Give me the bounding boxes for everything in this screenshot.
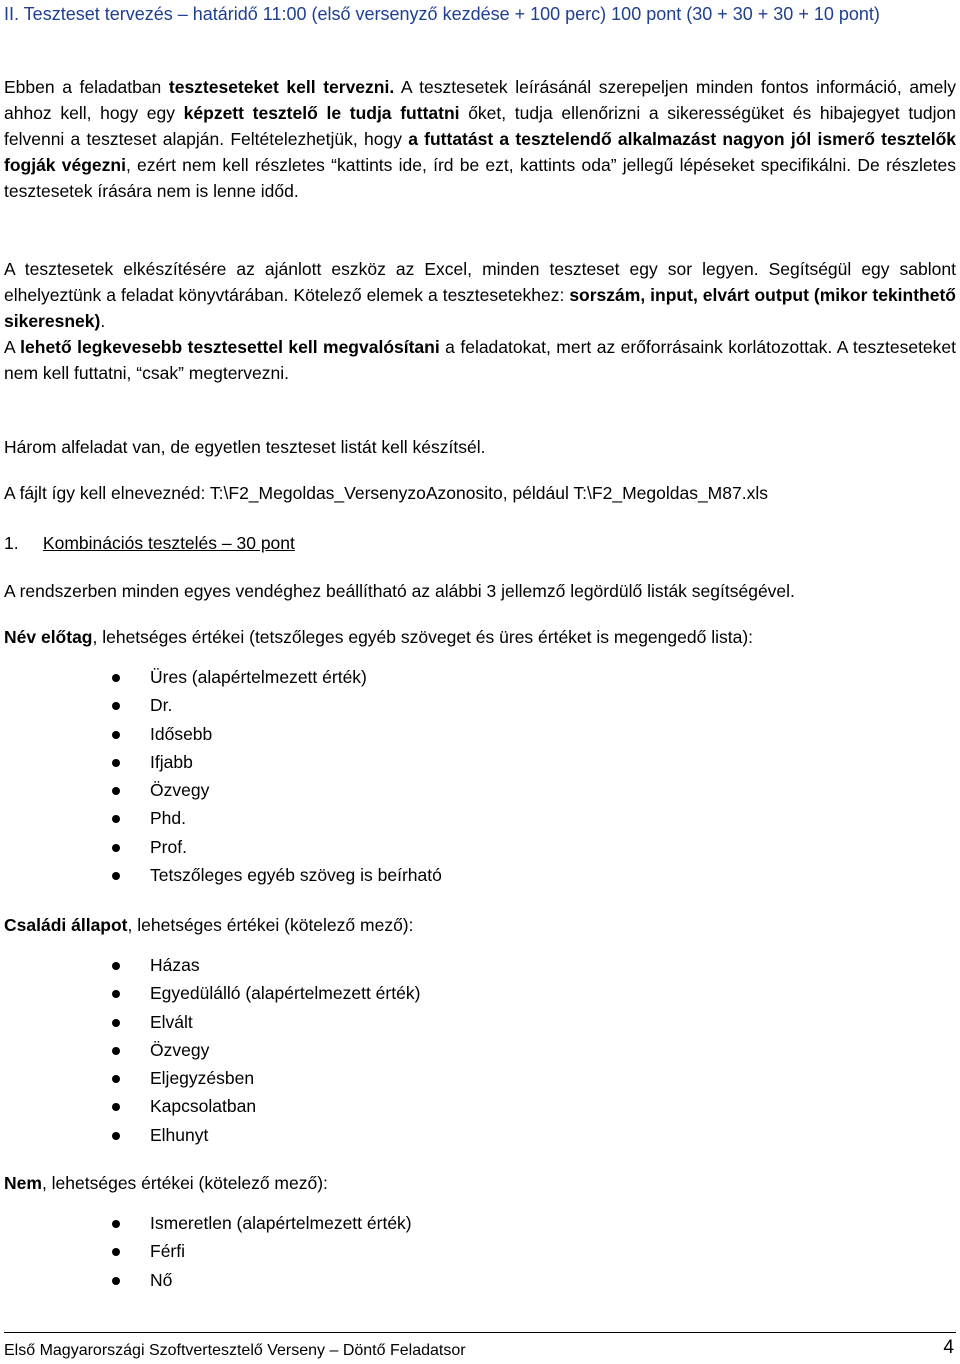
bullet-icon <box>112 759 120 767</box>
bullet-icon <box>112 1248 120 1256</box>
list-item-label: Egyedülálló (alapértelmezett érték) <box>150 983 421 1004</box>
properties-intro: A rendszerben minden egyes vendéghez beállítható az alábbi 3 jellemző legördülő listák segítségével. <box>4 581 795 601</box>
bullet-icon <box>112 872 120 880</box>
list-item-label: Kapcsolatban <box>150 1096 257 1117</box>
list-item-label: Házas <box>150 955 200 975</box>
bullet-icon <box>112 1047 120 1055</box>
label-description: , lehetséges értékei (tetszőleges egyéb szöveget és üres értéket is megengedő lista): <box>92 627 754 647</box>
bullet-icon <box>112 1075 120 1083</box>
footer-divider <box>4 1332 956 1333</box>
list-item <box>0 691 442 719</box>
list-item-label: Elvált <box>150 1011 193 1032</box>
list-label-prefix <box>4 624 956 650</box>
list-item <box>0 1209 412 1237</box>
list-item-label: Üres (alapértelmezett érték) <box>150 667 367 687</box>
list-item-label: Tetszőleges egyéb szöveg is beírható <box>150 865 442 886</box>
text-run: Ebben a feladatban <box>4 77 169 97</box>
bold-run: sorszám, input, elvárt output (mikor tekinthető sikeresnek) <box>4 285 956 331</box>
list-item <box>0 979 420 1007</box>
list-item <box>0 861 442 889</box>
bullet-icon <box>112 674 120 682</box>
bullet-icon <box>112 1277 120 1285</box>
filename-line: A fájlt így kell elneveznéd: T:\F2_Megoldas_VersenyzoAzonosito, például T:\F2_Megoldas_M87.xls <box>4 483 768 503</box>
bullet-icon <box>112 787 120 795</box>
marital-options-list <box>0 951 420 1149</box>
bullet-icon <box>112 990 120 998</box>
list-item-label: Özvegy <box>150 1039 210 1060</box>
bullet-icon <box>112 1132 120 1140</box>
bullet-icon <box>112 1103 120 1111</box>
list-label-gender <box>4 1170 956 1196</box>
list-item-label: Ifjabb <box>150 751 193 772</box>
bold-label: Név előtag <box>4 627 93 647</box>
footer-title: Első Magyarországi Szoftvertesztelő Verseny – Döntő Feladatsor <box>4 1342 466 1359</box>
bold-run: teszteseteket kell tervezni. <box>168 77 395 97</box>
list-item <box>0 1266 412 1294</box>
label-description: , lehetséges értékei (kötelező mező): <box>127 915 414 935</box>
bullet-icon <box>112 962 120 970</box>
bullet-icon <box>112 815 120 823</box>
bold-label: Családi állapot <box>4 915 128 935</box>
bullet-icon <box>112 1019 120 1027</box>
text-run: A <box>4 337 21 357</box>
label-description: , lehetséges értékei (kötelező mező): <box>41 1173 328 1193</box>
list-item-label: Ismeretlen (alapértelmezett érték) <box>150 1213 412 1233</box>
section-heading: II. Teszteset tervezés – határidő 11:00 (első versenyző kezdése + 100 perc) 100 pont (30 + 30 + 30 + 10 pont) <box>4 4 880 24</box>
list-item <box>0 663 442 691</box>
prefix-options-list <box>0 663 442 889</box>
list-item <box>0 1092 420 1120</box>
list-item-label: Nő <box>150 1269 173 1290</box>
list-item <box>0 804 442 832</box>
list-item-label: Dr. <box>150 695 173 716</box>
list-item-label: Idősebb <box>150 723 213 744</box>
section-title <box>4 530 956 556</box>
page-number: 4 <box>943 1337 954 1358</box>
gender-options-list <box>0 1209 412 1294</box>
list-item <box>0 833 442 861</box>
list-label-marital-status <box>4 912 956 938</box>
list-item-label: Özvegy <box>150 780 210 801</box>
text-run: A tesztesetek leírásánál szerepeljen minden fontos információ, amely ahhoz kell, hogy egy <box>4 77 957 123</box>
subtasks-line: Három alfeladat van, de egyetlen teszteset listát kell készítsél. <box>4 437 486 457</box>
list-item <box>0 720 442 748</box>
intro-paragraph <box>4 74 956 204</box>
bullet-icon <box>112 844 120 852</box>
list-item <box>0 1121 420 1149</box>
bullet-icon <box>112 1220 120 1228</box>
minimal-tests-paragraph <box>4 334 956 386</box>
text-run: A tesztesetek elkészítésére az ajánlott eszköz az Excel, minden teszteset egy sor legyen. Segítségül egy sablont elhelyeztünk a feladat könyvtárában. Kötelező elemek a tesztesetekhez: <box>4 259 956 305</box>
bullet-icon <box>112 731 120 739</box>
text-run: . <box>100 311 106 331</box>
section-number: 1. <box>4 533 19 553</box>
section-title-text: Kombinációs tesztelés – 30 pont <box>42 533 295 553</box>
list-item <box>0 1008 420 1036</box>
bold-run: képzett tesztelő le tudja futtatni <box>183 103 460 123</box>
bullet-icon <box>112 702 120 710</box>
list-item-label: Elhunyt <box>150 1124 209 1145</box>
list-item-label: Prof. <box>150 836 187 857</box>
list-item-label: Phd. <box>150 808 186 829</box>
list-item <box>0 1237 412 1265</box>
list-item <box>0 748 442 776</box>
bold-run: a futtatást a tesztelendő alkalmazást nagyon jól ismerő tesztelők fogják végezni <box>4 129 957 175</box>
list-item-label: Eljegyzésben <box>150 1068 255 1089</box>
list-item <box>0 951 420 979</box>
list-item <box>0 1036 420 1064</box>
list-item-label: Férfi <box>150 1241 185 1262</box>
bold-run: lehető legkevesebb tesztesettel kell megvalósítani <box>20 337 440 357</box>
tools-paragraph <box>4 256 956 334</box>
text-run: , ezért nem kell részletes “kattints ide, írd be ezt, kattints oda” jellegű lépéseket specifikálni. De részletes tesztesetek írására nem is lenne időd. <box>4 155 956 201</box>
list-item <box>0 776 442 804</box>
text-run: a feladatokat, mert az erőforrásaink korlátozottak. A teszteseteket nem kell futtatni, “csak” megtervezni. <box>4 337 957 383</box>
list-item <box>0 1064 420 1092</box>
text-run: őket, tudja ellenőrizni a sikerességüket és hibajegyet tudjon felvenni a teszteset alapján. Feltételezhetjük, hogy <box>4 103 957 149</box>
bold-label: Nem <box>4 1173 42 1193</box>
